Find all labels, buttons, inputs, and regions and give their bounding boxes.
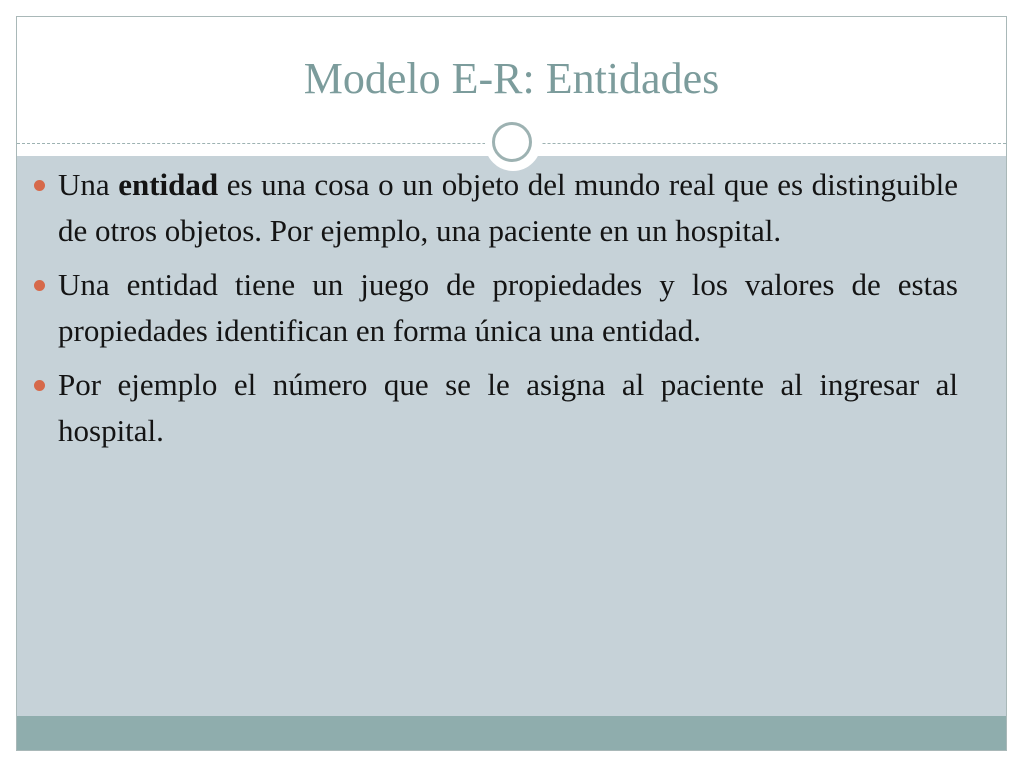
bullet-dot-icon (34, 380, 45, 391)
bullet-dot-icon (34, 280, 45, 291)
circle-ring (492, 122, 532, 162)
bullet-list (58, 162, 958, 462)
bullet-item-3 (58, 362, 958, 454)
bullet-item-1 (58, 162, 958, 254)
bullet-1-after: es una cosa o un objeto del mundo real que es distinguible de otros objetos. Por ejemplo, una paciente en un hospital. (58, 167, 958, 248)
bullet-dot-icon (34, 180, 45, 191)
bullet-3-text: Por ejemplo el número que se le asigna al paciente al ingresar al hospital. (58, 367, 958, 448)
bullet-1-before: Una (58, 167, 119, 202)
slide-title: Modelo E-R: Entidades (303, 54, 720, 103)
footer-band (17, 716, 1006, 750)
bullet-1-bold-term: entidad (118, 167, 219, 202)
bullet-2-text: Una entidad tiene un juego de propiedades y los valores de estas propiedades identifican en forma única una entidad. (58, 267, 958, 348)
bullet-item-2 (58, 262, 958, 354)
